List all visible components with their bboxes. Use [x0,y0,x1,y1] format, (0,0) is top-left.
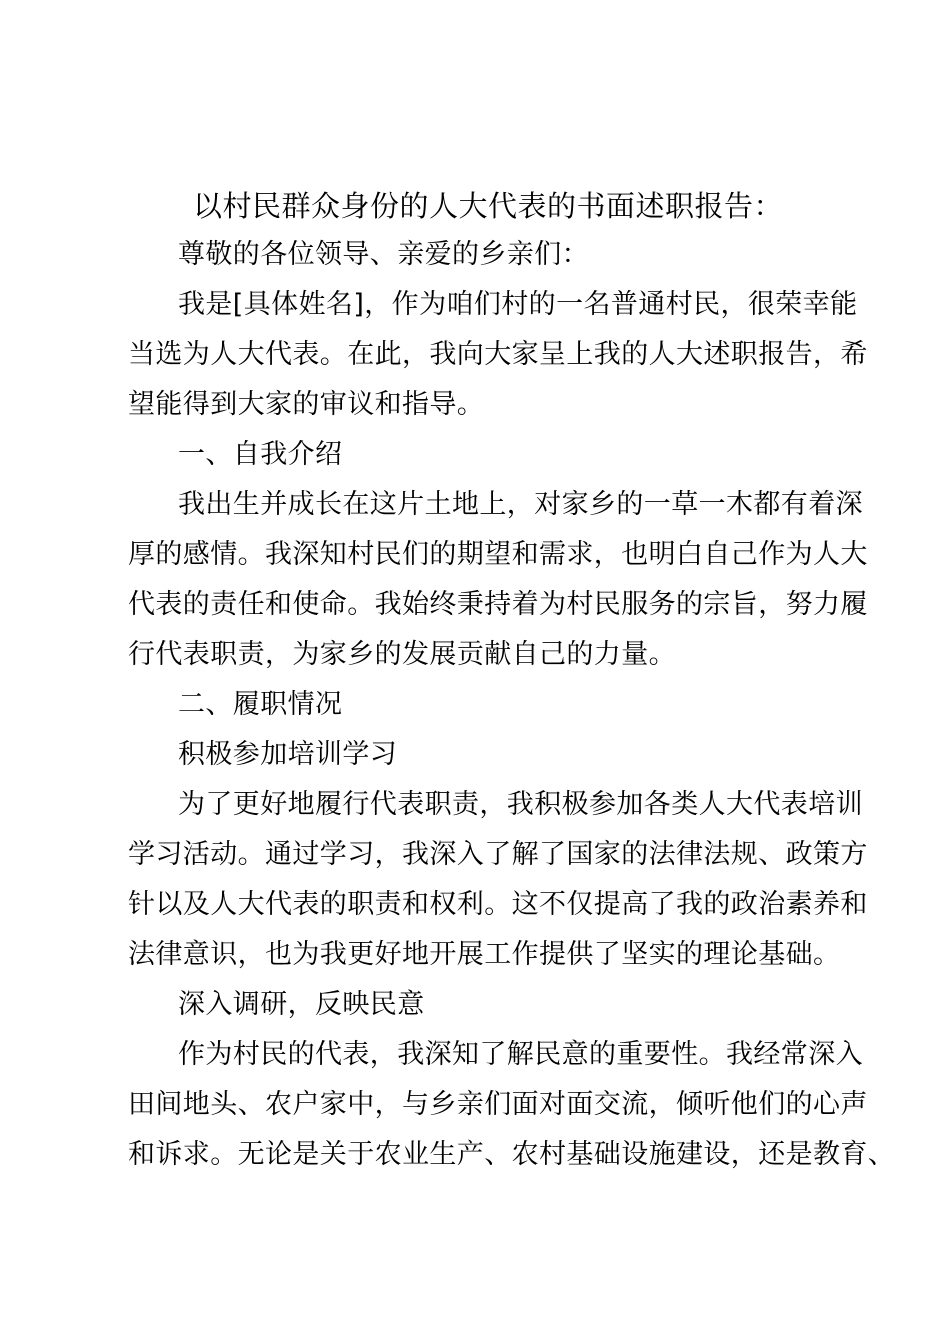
paragraph-line: 我是[具体姓名]，作为咱们村的一名普通村民，很荣幸能 [178,289,858,320]
paragraph-line: 法律意识，也为我更好地开展工作提供了坚实的理论基础。 [128,939,841,970]
document-title: 以村民群众身份的人大代表的书面述职报告： [193,189,784,223]
section-heading: 一、自我介绍 [178,439,343,470]
paragraph-line: 田间地头、农户家中，与乡亲们面对面交流，倾听他们的心声 [128,1089,868,1120]
paragraph-line: 我出生并成长在这片土地上，对家乡的一草一木都有着深 [178,489,863,520]
paragraph-line: 望能得到大家的审议和指导。 [128,389,485,420]
subsection-heading: 积极参加培训学习 [178,739,398,770]
paragraph-line: 针以及人大代表的职责和权利。这不仅提高了我的政治素养和 [128,889,868,920]
subsection-heading: 深入调研，反映民意 [178,989,425,1020]
section-heading: 二、履职情况 [178,689,343,720]
salutation-line: 尊敬的各位领导、亲爱的乡亲们： [178,239,589,270]
paragraph-line: 和诉求。无论是关于农业生产、农村基础设施建设，还是教育、 [128,1139,896,1170]
paragraph-line: 为了更好地履行代表职责，我积极参加各类人大代表培训 [178,789,863,820]
paragraph-line: 行代表职责，为家乡的发展贡献自己的力量。 [128,639,676,670]
paragraph-line: 当选为人大代表。在此，我向大家呈上我的人大述职报告，希 [128,339,868,370]
paragraph-line: 学习活动。通过学习，我深入了解了国家的法律法规、政策方 [128,839,868,870]
paragraph-line: 代表的责任和使命。我始终秉持着为村民服务的宗旨，努力履 [128,589,868,620]
paragraph-line: 厚的感情。我深知村民们的期望和需求，也明白自己作为人大 [128,539,868,570]
paragraph-line: 作为村民的代表，我深知了解民意的重要性。我经常深入 [178,1039,863,1070]
